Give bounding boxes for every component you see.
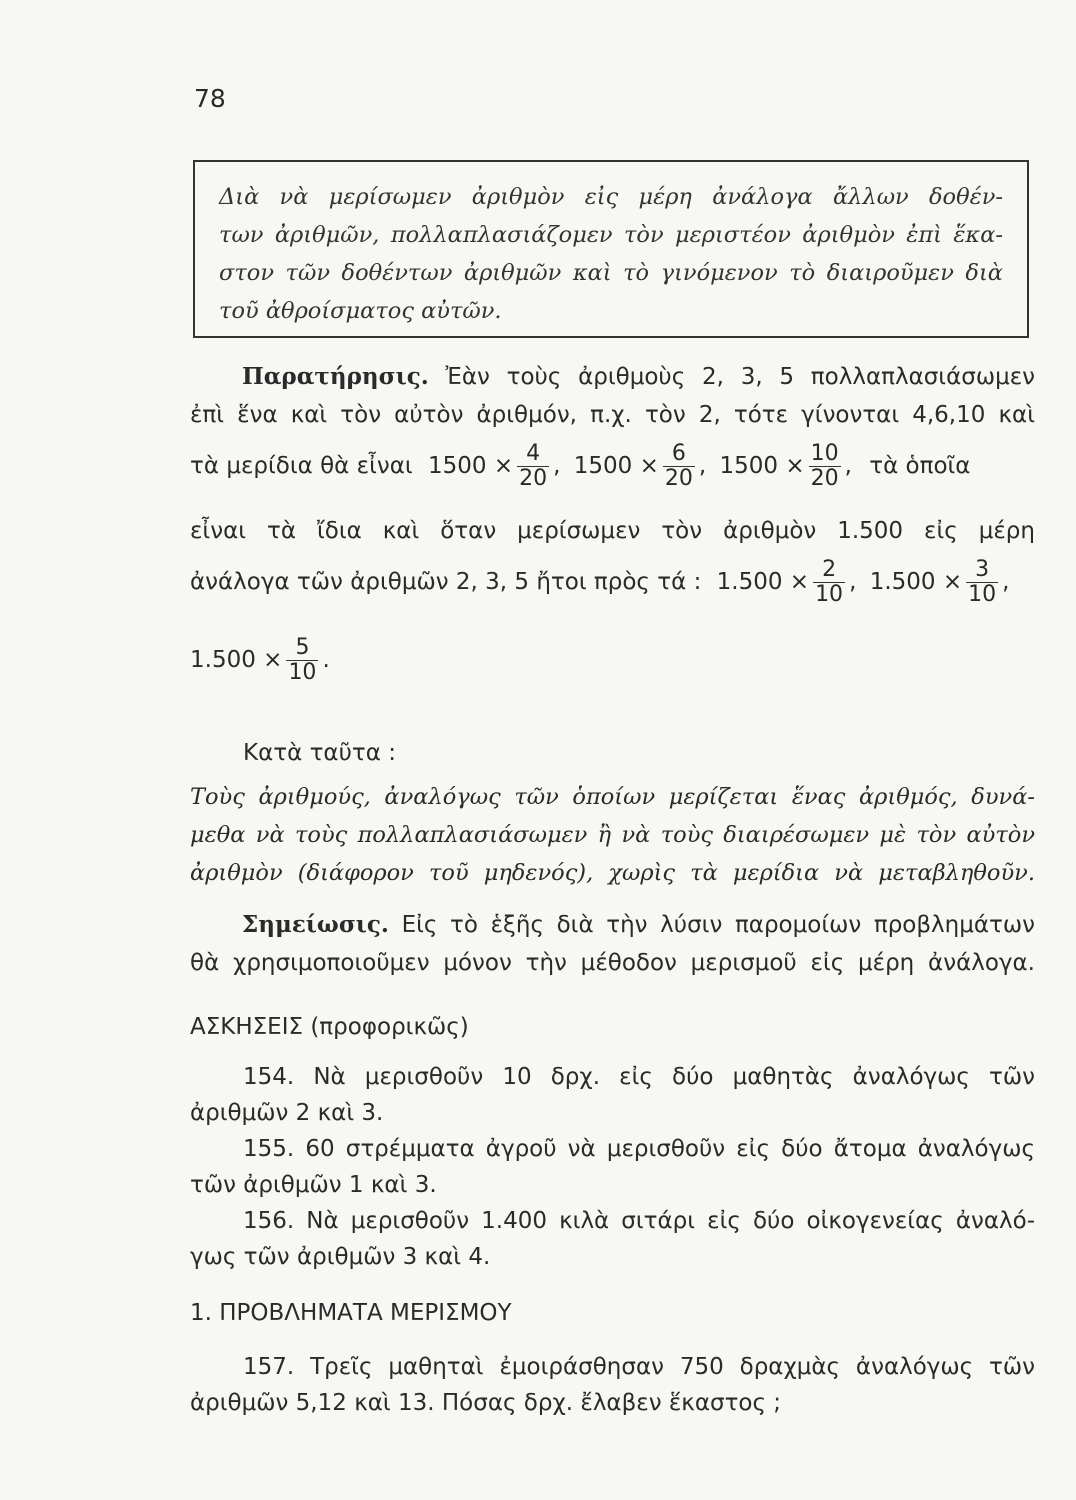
therefore-label: Κατὰ ταῦτα : (243, 740, 396, 766)
term-coef: 1500 × (427, 453, 514, 479)
exercise-155-line-2: τῶν ἀριθμῶν 1 καὶ 3. (190, 1172, 437, 1198)
math-prefix: ἀνάλογα τῶν ἀριθμῶν 2, 3, 5 ἤτοι πρὸς τά : (190, 569, 702, 595)
observation-math-line-5 (190, 558, 1035, 607)
separator: , (698, 453, 707, 479)
math-term (716, 557, 864, 607)
note-line-2: θὰ χρησιμοποιοῦμεν μόνον τὴν μέθοδον μερισμοῦ εἰς μέρη ἀνάλογα. (190, 950, 1035, 976)
rule-line: τοῦ ἀθροίσματος αὐτῶν. (219, 298, 502, 324)
observation-heading: Παρατήρησις. (242, 363, 429, 390)
numerator: 4 (517, 442, 549, 467)
observation-math-line-3 (190, 442, 1035, 491)
denominator: 10 (968, 582, 997, 607)
numerator: 2 (813, 558, 845, 583)
section-title: 1. ΠΡΟΒΛΗΜΑΤΑ ΜΕΡΙΣΜΟΥ (190, 1300, 512, 1326)
term-coef: 1.500 × (716, 569, 810, 595)
math-term (190, 635, 330, 685)
term-coef: 1.500 × (190, 647, 283, 673)
denominator: 20 (664, 466, 693, 491)
separator: , (849, 569, 857, 595)
rule-line: των ἀριθμῶν, πολλαπλασιάζομεν τὸν μεριστέον ἀριθμὸν ἐπὶ ἕκα- (219, 222, 1003, 248)
exercise-156-line-2: γως τῶν ἀριθμῶν 3 καὶ 4. (190, 1244, 491, 1270)
therefore-line: ἀριθμὸν (διάφορον τοῦ μηδενός), χωρὶς τὰ μερίδια νὰ μεταβληθοῦν. (190, 860, 1035, 886)
term-coef: 1500 × (719, 453, 805, 479)
separator: , (1002, 569, 1010, 595)
separator: , (844, 453, 852, 479)
numerator: 3 (966, 558, 998, 583)
separator: , (553, 453, 561, 479)
exercises-title: ΑΣΚΗΣΕΙΣ (προφορικῶς) (190, 1014, 469, 1040)
observation-line-4: εἶναι τὰ ἴδια καὶ ὅταν μερίσωμεν τὸν ἀριθμὸν 1.500 εἰς μέρη (190, 518, 1035, 544)
math-prefix: τὰ μερίδια θὰ εἶναι (190, 453, 413, 479)
fraction (966, 558, 998, 607)
note-line-1 (190, 910, 1035, 940)
exercise-154-line-2: ἀριθμῶν 2 καὶ 3. (190, 1100, 384, 1126)
fraction (813, 558, 845, 607)
note-heading: Σημείωσις. (242, 911, 389, 938)
math-term (869, 557, 1010, 607)
term-coef: 1.500 × (869, 569, 963, 595)
denominator: 10 (815, 582, 844, 607)
term-coef: 1500 × (573, 453, 659, 479)
fraction (809, 442, 841, 491)
therefore-line: Τοὺς ἀριθμούς, ἀναλόγως τῶν ὁποίων μερίζεται ἕνας ἀριθμός, δυνά- (190, 784, 1035, 810)
fraction (286, 636, 318, 685)
numerator: 10 (810, 441, 839, 466)
exercise-154-line-1: 154. Νὰ μερισθοῦν 10 δρχ. εἰς δύο μαθητὰς ἀναλόγως τῶν (243, 1064, 1035, 1090)
denominator: 10 (288, 660, 317, 685)
problem-157-line-2: ἀριθμῶν 5,12 καὶ 13. Πόσας δρχ. ἔλαβεν ἕκαστος ; (190, 1390, 782, 1416)
math-term (573, 441, 714, 491)
problem-157-line-1: 157. Τρεῖς μαθηταὶ ἐμοιράσθησαν 750 δραχμὰς ἀναλόγως τῶν (243, 1354, 1035, 1380)
observation-line-1 (190, 362, 1035, 392)
math-suffix: τὰ ὁποῖα (869, 453, 971, 479)
math-term (719, 441, 859, 491)
therefore-line: μεθα νὰ τοὺς πολλαπλασιάσωμεν ἢ νὰ τοὺς διαιρέσωμεν μὲ τὸν αὐτὸν (190, 822, 1035, 848)
fraction (517, 442, 549, 491)
exercise-155-line-1: 155. 60 στρέμματα ἀγροῦ νὰ μερισθοῦν εἰς δύο ἄτομα ἀναλόγως (243, 1136, 1035, 1162)
exercise-156-line-1: 156. Νὰ μερισθοῦν 1.400 κιλὰ σιτάρι εἰς δύο οἰκογενείας ἀναλό- (243, 1208, 1035, 1234)
rule-box (193, 160, 1029, 338)
numerator: 5 (286, 636, 318, 661)
fraction (663, 442, 695, 491)
note-text: Εἰς τὸ ἑξῆς διὰ τὴν λύσιν παρομοίων προβλημάτων (401, 912, 1035, 938)
observation-math-line-6 (190, 636, 1035, 685)
page-number: 78 (194, 84, 226, 113)
observation-line-2: ἐπὶ ἕνα καὶ τὸν αὐτὸν ἀριθμόν, π.χ. τὸν 2, τότε γίνονται 4,6,10 καὶ (190, 402, 1035, 428)
denominator: 20 (810, 466, 839, 491)
denominator: 20 (519, 466, 548, 491)
separator: . (322, 647, 330, 673)
observation-text: Ἐὰν τοὺς ἀριθμοὺς 2, 3, 5 πολλαπλασιάσωμεν (445, 364, 1036, 390)
numerator: 6 (663, 442, 695, 467)
rule-line: στον τῶν δοθέντων ἀριθμῶν καὶ τὸ γινόμενον τὸ διαιροῦμεν διὰ (219, 260, 1003, 286)
rule-line: Διὰ νὰ μερίσωμεν ἀριθμὸν εἰς μέρη ἀνάλογα ἄλλων δοθέν- (219, 184, 1003, 210)
math-term (427, 441, 568, 491)
